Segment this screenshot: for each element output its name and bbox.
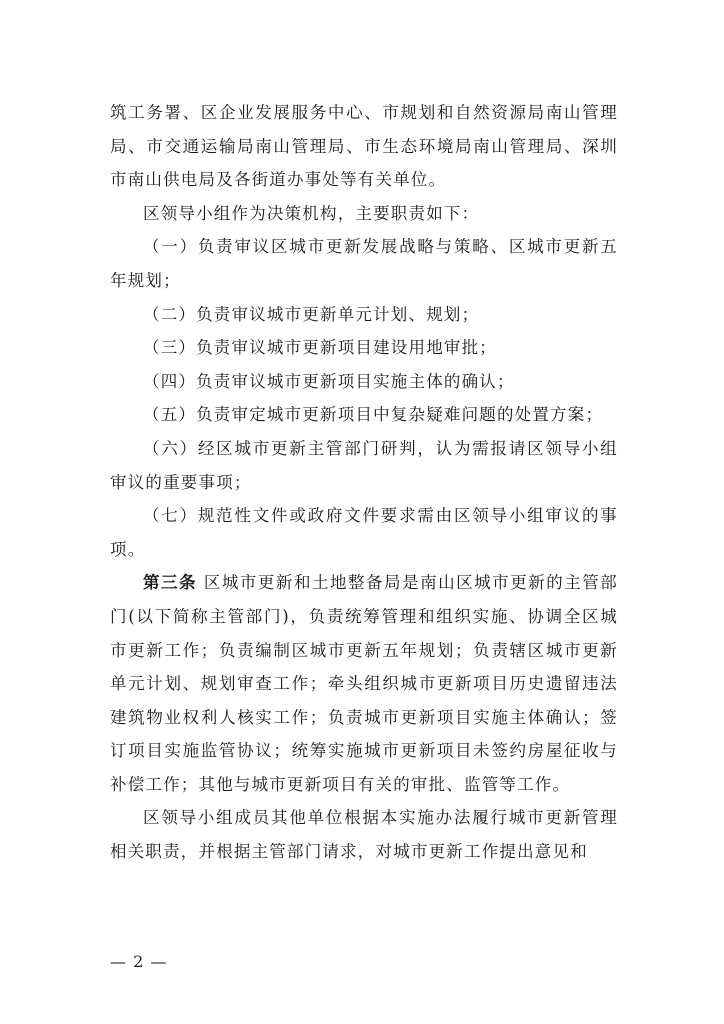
duty-item-7: （七）规范性文件或政府文件要求需由区领导小组审议的事项。 — [110, 506, 618, 559]
page-number: — 2 — — [110, 952, 168, 971]
article-3-paragraph — [110, 566, 618, 801]
duty-item-3: （三）负责审议城市更新项目建设用地审批； — [143, 338, 497, 358]
duty-item-2: （二）负责审议城市更新单元计划、规划； — [143, 304, 480, 324]
duty-item-5: （五）负责审定城市更新项目中复杂疑难问题的处置方案； — [143, 405, 604, 425]
article-3-text: 区城市更新和土地整备局是南山区城市更新的主管部门(以下简称主管部门)，负责统筹管理和组织实施、协调全区城市更新工作；负责编制区城市更新五年规划；负责辖区城市更新单元计划、规划审查工作；牵头组织城市更新项目历史遗留违法建筑物业权利人核实工作；负责城市更新项目实施主体确认；签订项目实施监管协议；统筹实施城市更新项目未签约房屋征收与补偿工作；其他与城市更新项目有关的审批、监管等工作。 — [110, 573, 619, 794]
duty-item-6: （六）经区城市更新主管部门研判，认为需报请区领导小组审议的重要事项； — [110, 438, 618, 492]
paragraph-leading-group-duties: 区领导小组作为决策机构，主要职责如下： — [143, 203, 480, 223]
duty-item-4: （四）负责审议城市更新项目实施主体的确认； — [143, 371, 515, 391]
article-3-label: 第三条 — [143, 573, 198, 593]
paragraph-member-units: 区领导小组成员其他单位根据本实施办法履行城市更新管理相关职责，并根据主管部门请求，对城市更新工作提出意见和 — [110, 808, 618, 862]
duty-item-1: （一）负责审议区城市更新发展战略与策略、区城市更新五年规划； — [110, 237, 618, 290]
document-body — [110, 96, 618, 869]
paragraph-continued-units: 筑工务署、区企业发展服务中心、市规划和自然资源局南山管理局、市交通运输局南山管理局、市生态环境局南山管理局、深圳市南山供电局及各街道办事处等有关单位。 — [110, 103, 618, 190]
